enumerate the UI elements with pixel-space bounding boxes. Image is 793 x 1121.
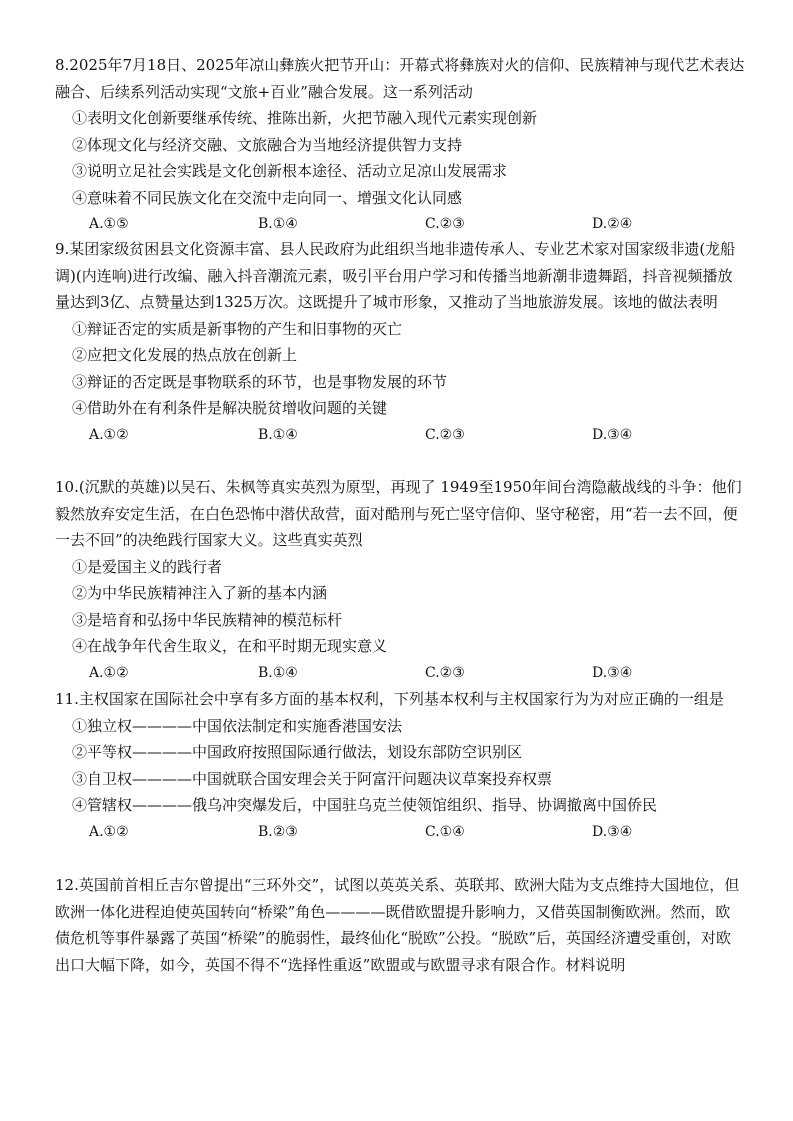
option-2: ②应把文化发展的热点放在创新上 [72, 346, 298, 364]
question-11 [55, 686, 745, 845]
choice-c[interactable]: C.②③ [425, 426, 465, 443]
choice-b[interactable]: B.①④ [258, 664, 298, 681]
choice-a[interactable]: A.①② [89, 664, 129, 681]
choice-c[interactable]: C.①④ [425, 823, 465, 840]
question-8 [55, 52, 745, 238]
choice-c[interactable]: C.②③ [425, 216, 465, 232]
answer-choices [55, 422, 745, 449]
choice-d[interactable]: D.②④ [592, 216, 633, 232]
option-4: ④借助外在有利条件是解决脱贫增收问题的关键 [72, 399, 388, 417]
option-2: ②平等权————中国政府按照国际通行做法，划设东部防空识别区 [72, 743, 523, 761]
option-3: ③说明立足社会实践是文化创新根本途径、活动立足凉山发展需求 [72, 162, 508, 180]
question-stem: 8.2025年7月18日、2025年凉山彝族火把节开山：开幕式将彝族对火的信仰、民族精神与现代艺术表达融合、后续系列活动实现“文旅+百业”融合发展。这一系列活动 [55, 56, 745, 101]
choice-a[interactable]: A.①⑤ [89, 216, 129, 232]
option-4: ④在战争年代舍生取义，在和平时期无现实意义 [72, 637, 388, 655]
choice-d[interactable]: D.③④ [592, 664, 633, 681]
question-10 [55, 474, 745, 686]
option-1: ①辩证否定的实质是新事物的产生和旧事物的灭亡 [72, 319, 403, 338]
choice-d[interactable]: D.③④ [592, 823, 633, 840]
choice-c[interactable]: C.②③ [425, 664, 465, 681]
option-3: ③是培育和弘扬中华民族精神的模范标杆 [72, 610, 343, 629]
choice-a[interactable]: A.①② [89, 426, 129, 443]
option-1: ①是爱国主义的践行者 [72, 557, 223, 576]
option-1: ①表明文化创新要继承传统、推陈出新，火把节融入现代元素实现创新 [72, 109, 538, 127]
question-stem: 10.(沉默的英雄)以吴石、朱枫等真实英烈为原型，再现了 1949至1950年间台湾隐蔽战线的斗争：他们毅然放弃安定生活，在白色恐怖中潜伏敌营，面对酷刑与死亡坚守信仰、坚守秘密，用“若一去不回，便一去不回”的决绝践行国家大义。这些真实英烈 [55, 478, 742, 549]
answer-choices [55, 819, 745, 846]
question-stem: 11.主权国家在国际社会中享有多方面的基本权利，下列基本权利与主权国家行为为对应正确的一组是 [55, 690, 724, 708]
answer-choices [55, 660, 745, 687]
choice-b[interactable]: B.①④ [258, 426, 298, 443]
choice-a[interactable]: A.①② [89, 823, 129, 840]
option-3: ③自卫权————中国就联合国安理会关于阿富汗问题决议草案投弃权票 [72, 769, 553, 788]
choice-b[interactable]: B.②③ [258, 823, 298, 840]
option-1: ①独立权————中国依法制定和实施香港国安法 [72, 716, 403, 735]
choice-b[interactable]: B.①④ [258, 216, 298, 232]
option-3: ③辩证的否定既是事物联系的环节，也是事物发展的环节 [72, 372, 448, 391]
option-4: ④管辖权————俄乌冲突爆发后，中国驻乌克兰使领馆组织、指导、协调撤离中国侨民 [72, 796, 658, 814]
question-stem: 12.英国前首相丘吉尔曾提出“三环外交”，试图以英英关系、英联邦、欧洲大陆为支点维持大国地位，但欧洲一体化进程迫使英国转向“桥梁”角色————既借欧盟提升影响力，又借英国制衡欧洲。然而，欧债危机等事件暴露了英国“桥梁”的脆弱性，最终仙化“脱欧”公投。“脱欧”后，英国经济遭受重创，对欧出口大幅下降，如今，英国不得不“选择性重返”欧盟或与欧盟寻求有限合作。材料说明 [55, 876, 740, 974]
option-2: ②体现文化与经济交融、文旅融合为当地经济提供智力支持 [72, 135, 463, 154]
answer-choices [55, 211, 745, 238]
question-stem: 9.某团家级贫困县文化资源丰富、县人民政府为此组织当地非遗传承人、专业艺术家对国家级非遗(龙船调)(内连响)进行改编、融入抖音潮流元素，吸引平台用户学习和传播当地新潮非遗舞蹈，抖音视频播放量达到3亿、点赞量达到1325万次。这既提升了城市形象，又推动了当地旅游发展。该地的做法表明 [55, 240, 736, 311]
choice-d[interactable]: D.③④ [592, 426, 633, 443]
question-12 [55, 872, 745, 978]
option-2: ②为中华民族精神注入了新的基本内涵 [72, 584, 328, 602]
option-4: ④意味着不同民族文化在交流中走向同一、增强文化认同感 [72, 188, 463, 207]
question-9 [55, 236, 745, 448]
